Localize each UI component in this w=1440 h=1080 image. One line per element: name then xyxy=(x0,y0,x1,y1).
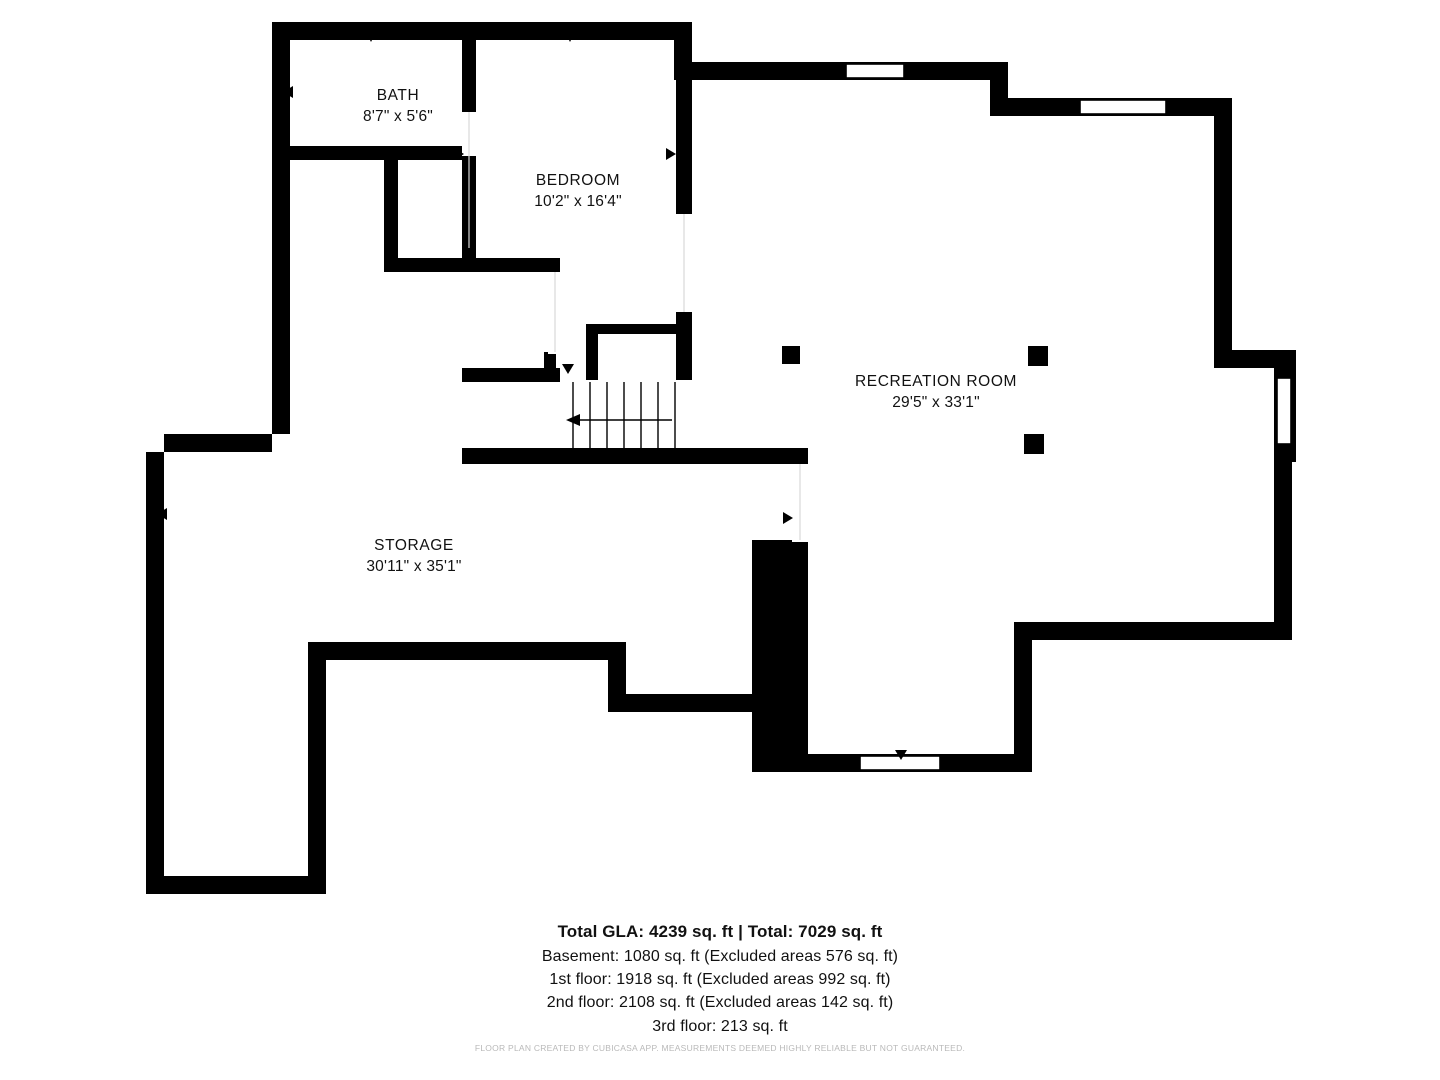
window-top xyxy=(846,64,904,78)
wall-hall-bottom xyxy=(384,258,560,272)
wall-mechanical-chase xyxy=(752,540,808,772)
room-dimensions: 10'2" x 16'4" xyxy=(534,192,622,210)
room-name: STORAGE xyxy=(374,537,454,554)
wall-hall-vertical xyxy=(384,154,398,272)
column-post-3 xyxy=(1024,434,1044,454)
wall-bath-bottom xyxy=(276,146,476,160)
room-dimensions: 8'7" x 5'6" xyxy=(363,107,433,125)
room-label-bedroom xyxy=(468,171,688,213)
wall-stair-left xyxy=(586,324,598,380)
room-dimensions: 29'5" x 33'1" xyxy=(892,393,980,411)
wall-storage-top-left xyxy=(462,368,560,382)
wall-bedroom-right-lower xyxy=(676,310,692,380)
disclaimer-text: FLOOR PLAN CREATED BY CUBICASA APP. MEASUREMENTS DEEMED HIGHLY RELIABLE BUT NOT GUARANTEED. xyxy=(474,1043,966,1053)
arrow-bedroom-left xyxy=(666,148,676,160)
room-label-recreation-room xyxy=(786,372,1086,414)
arrow-stair-top xyxy=(562,364,574,374)
room-label-bath xyxy=(308,86,488,128)
basement-area-line: Basement: 1080 sq. ft (Excluded areas 576 sq. ft) xyxy=(541,948,899,965)
third-floor-area-line: 3rd floor: 213 sq. ft xyxy=(652,1017,788,1035)
total-gla-line: Total GLA: 4239 sq. ft | Total: 7029 sq. ft xyxy=(557,922,883,941)
room-name: BATH xyxy=(376,87,420,104)
first-floor-area-line: 1st floor: 1918 sq. ft (Excluded areas 992 sq. ft) xyxy=(549,971,891,989)
room-dimensions: 30'11" x 35'1" xyxy=(366,557,462,575)
second-floor-area-line: 2nd floor: 2108 sq. ft (Excluded areas 142 sq. ft) xyxy=(546,994,894,1012)
window-upper-right xyxy=(1080,100,1166,114)
room-label-storage xyxy=(294,536,534,578)
area-summary xyxy=(0,922,1440,1038)
column-post-2 xyxy=(1028,346,1048,366)
wall-storage-rec-divider xyxy=(462,448,808,464)
staircase xyxy=(556,382,678,448)
room-name: BEDROOM xyxy=(535,172,621,189)
window-right xyxy=(1277,378,1291,444)
arrow-storage-right xyxy=(783,512,793,524)
room-name: RECREATION ROOM xyxy=(855,373,1017,390)
wall-stair-top xyxy=(586,324,678,334)
column-post-1 xyxy=(782,346,800,364)
